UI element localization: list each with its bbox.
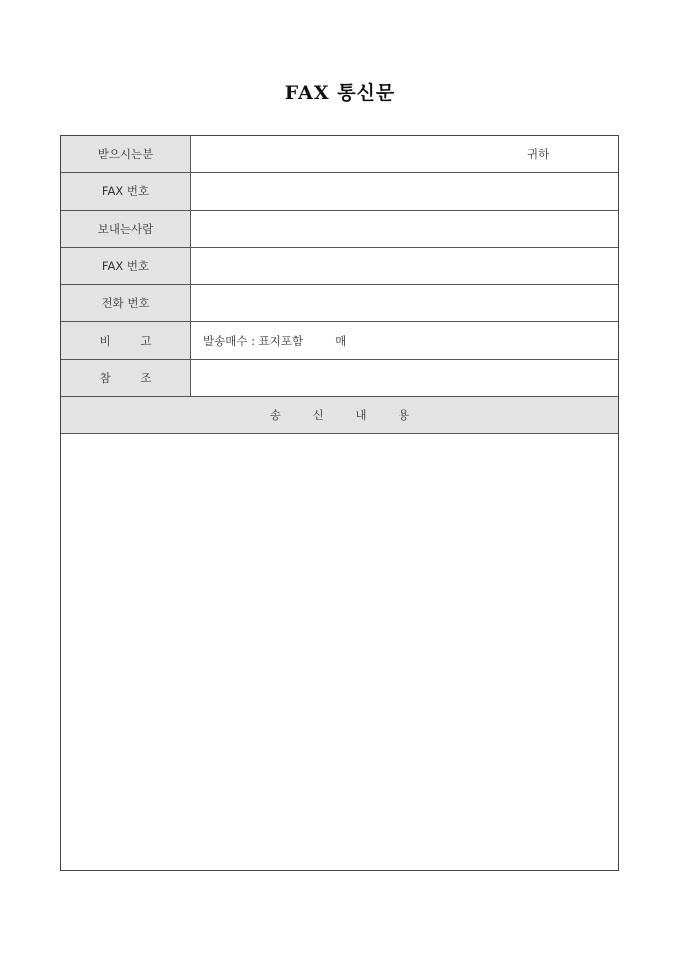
remarks-label: 비 고 (61, 322, 191, 358)
sender-row (61, 211, 618, 248)
recipient-fax-label: FAX 번호 (61, 173, 191, 209)
content-section-header: 송 신 내 용 (61, 397, 618, 434)
recipient-field[interactable] (191, 136, 618, 172)
message-content-area[interactable] (61, 434, 618, 870)
recipient-label: 받으시는분 (61, 136, 191, 172)
reference-field[interactable] (191, 360, 618, 396)
reference-row (61, 360, 618, 397)
sender-fax-label: FAX 번호 (61, 248, 191, 284)
honorific-suffix: 귀하 (527, 147, 550, 162)
phone-field[interactable] (191, 285, 618, 321)
document-title: FAX 통신문 (284, 82, 396, 104)
sender-fax-field[interactable] (191, 248, 618, 284)
sheet-count-label: 발송매수 : 표지포함 (203, 333, 304, 348)
remarks-row (61, 322, 618, 359)
phone-row (61, 285, 618, 322)
phone-label: 전화 번호 (61, 285, 191, 321)
remarks-field[interactable] (191, 322, 618, 358)
reference-label: 참 조 (61, 360, 191, 396)
sender-fax-row (61, 248, 618, 285)
sheet-count-unit: 매 (335, 333, 347, 348)
sender-field[interactable] (191, 211, 618, 247)
recipient-row (61, 136, 618, 173)
sender-label: 보내는사람 (61, 211, 191, 247)
recipient-fax-field[interactable] (191, 173, 618, 209)
recipient-fax-row (61, 173, 618, 210)
fax-form-table (60, 135, 619, 871)
